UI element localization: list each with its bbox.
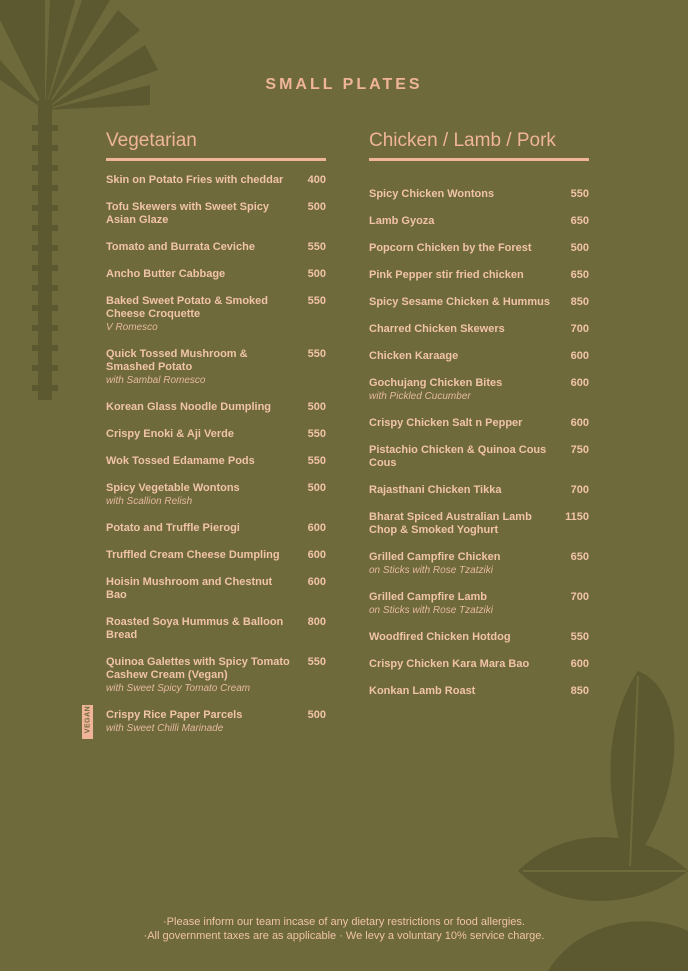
menu-item [106, 401, 326, 414]
menu-item-text [369, 323, 563, 336]
menu-item-price: 550 [307, 656, 326, 668]
menu-item-text [369, 377, 563, 403]
menu-item-name: Truffled Cream Cheese Dumpling [106, 549, 280, 561]
menu-item-name: Baked Sweet Potato & Smoked Cheese Croquette [106, 295, 268, 320]
menu-item [369, 591, 589, 617]
menu-item-price: 700 [570, 591, 589, 603]
menu-item [369, 242, 589, 255]
menu-item-name: Crispy Chicken Salt n Pepper [369, 417, 523, 429]
menu-item-text [369, 242, 563, 255]
column-heading: Vegetarian [106, 130, 197, 151]
menu-item-text [106, 295, 300, 334]
footer-line: ·All government taxes are as applicable · We levy a voluntary 10% service charge. [143, 930, 545, 942]
menu-item [106, 268, 326, 281]
menu-item-price: 550 [307, 348, 326, 360]
menu-item [106, 522, 326, 535]
menu-item-price: 550 [307, 295, 326, 307]
menu-item-price: 600 [307, 549, 326, 561]
menu-item-price: 600 [570, 658, 589, 670]
vegetarian-list [84, 174, 326, 735]
menu-item-price: 550 [570, 188, 589, 200]
menu-item-text [369, 417, 563, 430]
menu-item-name: Skin on Potato Fries with cheddar [106, 174, 284, 186]
menu-item-text [106, 656, 300, 695]
menu-item-name: Korean Glass Noodle Dumpling [106, 401, 272, 413]
menu-item [369, 350, 589, 363]
footer-line: ·Please inform our team incase of any dietary restrictions or food allergies. [163, 916, 525, 928]
menu-item-price: 500 [307, 268, 326, 280]
menu-item [369, 188, 589, 201]
menu-item-text [106, 576, 300, 602]
menu-item [106, 616, 326, 642]
menu-item [106, 241, 326, 254]
menu-item-name: Pistachio Chicken & Quinoa Cous Cous [369, 444, 547, 469]
menu-item-text [369, 215, 563, 228]
menu-item [84, 705, 326, 735]
menu-item-text [106, 174, 300, 187]
menu-item-price: 550 [570, 631, 589, 643]
menu-item-name: Woodfired Chicken Hotdog [369, 631, 511, 643]
menu-item [369, 296, 589, 309]
menu-item-price: 600 [307, 576, 326, 588]
menu-item-text [106, 549, 300, 562]
menu-item-text [106, 268, 300, 281]
menu-item [369, 631, 589, 644]
menu-item [369, 417, 589, 430]
menu-item-text [106, 616, 300, 642]
menu-item-name: Wok Tossed Edamame Pods [106, 455, 255, 467]
menu-item-name: Rajasthani Chicken Tikka [369, 484, 502, 496]
menu-item [369, 658, 589, 671]
menu-item-text [106, 482, 300, 508]
menu-item-name: Crispy Enoki & Aji Verde [106, 428, 234, 440]
menu-item [106, 455, 326, 468]
menu-item-name: Gochujang Chicken Bites [369, 377, 503, 389]
menu-item-name: Hoisin Mushroom and Chestnut Bao [106, 576, 273, 601]
menu-item-name: Crispy Chicken Kara Mara Bao [369, 658, 530, 670]
menu-item-name: Ancho Butter Cabbage [106, 268, 226, 280]
menu-item-price: 700 [570, 323, 589, 335]
menu-item-text [369, 484, 563, 497]
menu-item-name: Grilled Campfire Chicken [369, 551, 501, 563]
vegetarian-column [84, 128, 326, 749]
section-title: SMALL PLATES [265, 76, 423, 93]
menu-item [106, 348, 326, 387]
menu-item-name: Spicy Sesame Chicken & Hummus [369, 296, 550, 308]
menu-item-name: Charred Chicken Skewers [369, 323, 505, 335]
menu-item-price: 700 [570, 484, 589, 496]
menu-item-price: 750 [570, 444, 589, 456]
menu-item-description: with Scallion Relish [106, 496, 193, 507]
menu-item-price: 650 [570, 215, 589, 227]
menu-item-name: Crispy Rice Paper Parcels [106, 709, 243, 721]
menu-item-name: Popcorn Chicken by the Forest [369, 242, 532, 254]
meat-column [369, 128, 589, 712]
menu-item-name: Tomato and Burrata Ceviche [106, 241, 255, 253]
menu-item-name: Tofu Skewers with Sweet Spicy Asian Glaze [106, 201, 270, 226]
menu-item-description: with Sweet Chilli Marinade [106, 723, 224, 734]
menu-item-price: 550 [307, 455, 326, 467]
menu-item-price: 800 [307, 616, 326, 628]
menu-item-price: 650 [570, 269, 589, 281]
menu-item [106, 201, 326, 227]
menu-item-text [369, 188, 563, 201]
menu-item-price: 500 [570, 242, 589, 254]
vegan-badge-label: VEGAN [84, 705, 92, 734]
menu-item [369, 269, 589, 282]
menu-item-name: Spicy Chicken Wontons [369, 188, 495, 200]
menu-item-price: 600 [570, 417, 589, 429]
menu-item-name: Konkan Lamb Roast [369, 685, 476, 697]
menu-item-name: Pink Pepper stir fried chicken [369, 269, 524, 281]
menu-item [106, 174, 326, 187]
menu-item [106, 576, 326, 602]
menu-item-name: Roasted Soya Hummus & Balloon Bread [106, 616, 284, 641]
menu-item-text [369, 685, 563, 698]
menu-item-price: 650 [570, 551, 589, 563]
menu-item-text [106, 455, 300, 468]
menu-item [369, 511, 589, 537]
menu-item-text [106, 201, 300, 227]
menu-item-text [369, 444, 563, 470]
menu-item-name: Potato and Truffle Pierogi [106, 522, 240, 534]
menu-item [106, 482, 326, 508]
menu-item-description: with Pickled Cucumber [369, 391, 471, 402]
menu-item-price: 600 [307, 522, 326, 534]
menu-item-text [369, 631, 563, 644]
menu-item-text [369, 591, 563, 617]
menu-item-text [106, 348, 300, 387]
menu-item-text [106, 428, 300, 441]
menu-item-price: 400 [307, 174, 326, 186]
menu-item-price: 500 [307, 709, 326, 721]
menu-item-name: Quinoa Galettes with Spicy Tomato Cashew Cream (Vegan) [106, 656, 290, 681]
menu-item-description: with Sweet Spicy Tomato Cream [106, 683, 251, 694]
menu-item-price: 550 [307, 241, 326, 253]
menu-item [369, 215, 589, 228]
menu-item-text [106, 522, 300, 535]
menu-item-price: 500 [307, 401, 326, 413]
heading-rule [106, 158, 326, 161]
menu-item [106, 428, 326, 441]
menu-item [369, 551, 589, 577]
menu-item-text [106, 401, 300, 414]
menu-item-price: 500 [307, 201, 326, 213]
menu-item-name: Quick Tossed Mushroom & Smashed Potato [106, 348, 248, 373]
menu-item-text [106, 241, 300, 254]
menu-item-description: V Romesco [106, 322, 158, 333]
menu-item [369, 377, 589, 403]
menu-item-text [369, 269, 563, 282]
menu-item-name: Bharat Spiced Australian Lamb Chop & Smoked Yoghurt [369, 511, 532, 536]
heading-rule [369, 158, 589, 161]
menu-item-description: on Sticks with Rose Tzatziki [369, 605, 493, 616]
menu-item-price: 550 [307, 428, 326, 440]
vegan-badge [82, 705, 93, 739]
menu-item [369, 323, 589, 336]
footer-note [0, 915, 688, 943]
menu-item-name: Lamb Gyoza [369, 215, 435, 227]
menu-item [106, 656, 326, 695]
menu-item-name: Chicken Karaage [369, 350, 459, 362]
menu-item-price: 1150 [565, 511, 589, 523]
menu-item [369, 444, 589, 470]
menu-item-text [106, 709, 300, 735]
menu-item-description: on Sticks with Rose Tzatziki [369, 565, 493, 576]
menu-item-name: Spicy Vegetable Wontons [106, 482, 240, 494]
menu-item-price: 850 [570, 296, 589, 308]
menu-item-description: with Sambal Romesco [106, 375, 206, 386]
menu-item-text [369, 350, 563, 363]
menu-item-text [369, 658, 563, 671]
menu-item-text [369, 296, 563, 309]
menu-item-text [369, 511, 563, 537]
menu-item-price: 600 [570, 377, 589, 389]
menu-item-price: 850 [570, 685, 589, 697]
menu-item [106, 295, 326, 334]
column-heading: Chicken / Lamb / Pork [369, 130, 556, 151]
menu-item [369, 685, 589, 698]
menu-item-name: Grilled Campfire Lamb [369, 591, 487, 603]
menu-item-price: 600 [570, 350, 589, 362]
meat-list [369, 188, 589, 698]
menu-item [106, 549, 326, 562]
menu-item-text [369, 551, 563, 577]
menu-item [369, 484, 589, 497]
menu-item-price: 500 [307, 482, 326, 494]
